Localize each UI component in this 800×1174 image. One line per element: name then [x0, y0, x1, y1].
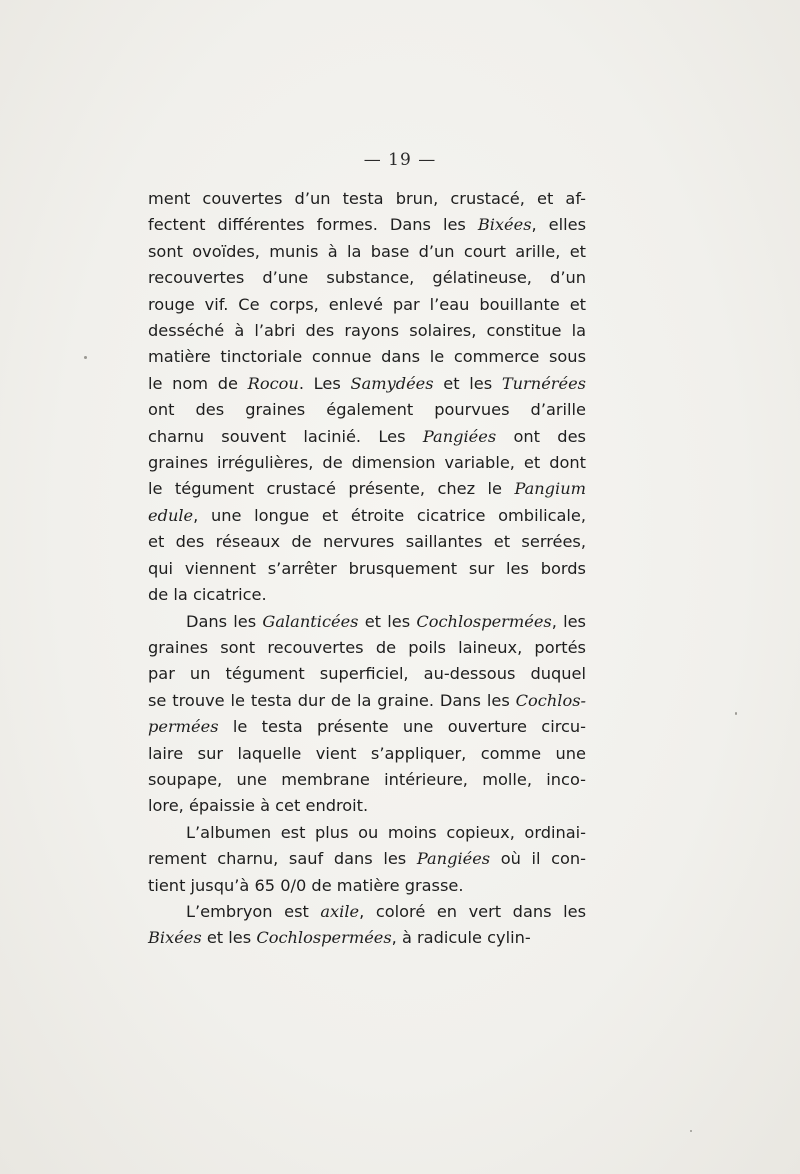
text-line: [148, 741, 586, 767]
italic-term: axile: [320, 901, 360, 921]
text-run: lore, épaissie à cet endroit.: [148, 796, 369, 816]
text-line: [148, 925, 586, 951]
text-run: matière tinctoriale connue dans le commerce sous: [148, 347, 586, 367]
text-run: se trouve le testa dur de la graine. Dans les: [148, 690, 516, 710]
text-run: qui viennent s’arrêter brusquement sur les bords: [148, 558, 586, 578]
text-line: [148, 635, 586, 661]
text-line: [148, 265, 586, 291]
text-run: . Les: [298, 373, 351, 393]
text-run: rement charnu, sauf dans les: [148, 849, 417, 869]
text-run: ont des: [496, 426, 586, 446]
text-run: ont des graines également pourvues d’arille: [148, 400, 586, 420]
text-run: graines irrégulières, de dimension variable, et dont: [148, 453, 586, 473]
paragraph: [148, 609, 586, 820]
text-run: charnu souvent lacinié. Les: [148, 426, 423, 446]
italic-term: Pangium: [514, 479, 586, 499]
paper-speck: [84, 356, 87, 359]
text-run: tient jusqu’à 65 0/0 de matière grasse.: [148, 875, 464, 895]
text-line: [148, 873, 586, 899]
italic-term: Turnérées: [501, 373, 586, 393]
text-run: fectent différentes formes. Dans les: [148, 215, 478, 235]
text-run: L’albumen est plus ou moins copieux, ordinai-: [186, 822, 586, 842]
paper-speck: [735, 712, 737, 715]
text-line: [148, 212, 586, 238]
italic-term: Cochlos-: [515, 690, 586, 710]
text-run: de la cicatrice.: [148, 585, 267, 605]
text-line: [148, 529, 586, 555]
text-run: , les: [551, 611, 586, 631]
paragraph: [148, 820, 586, 899]
text-line: [148, 820, 586, 846]
text-run: le nom de: [148, 373, 248, 393]
text-run: et les: [201, 928, 257, 948]
paragraph: [148, 899, 586, 952]
text-run: graines sont recouvertes de poils laineux, portés: [148, 637, 586, 657]
italic-term: Galanticées: [262, 611, 359, 631]
text-line: [148, 582, 586, 608]
text-run: et les: [358, 611, 417, 631]
paragraph: [148, 186, 586, 609]
text-line: [148, 899, 586, 925]
text-line: [148, 239, 586, 265]
italic-term: permées: [148, 717, 219, 737]
text-line: [148, 609, 586, 635]
text-run: le testa présente une ouverture circu-: [218, 717, 586, 737]
body-text: [148, 186, 586, 952]
text-run: et les: [433, 373, 502, 393]
text-run: recouvertes d’une substance, gélatineuse, d’un: [148, 268, 586, 288]
text-run: ment couvertes d’un testa brun, crustacé, et af-: [148, 189, 586, 208]
page-number: — 19 —: [363, 150, 437, 170]
text-run: , coloré en vert dans les: [359, 901, 586, 921]
italic-term: edule: [148, 505, 194, 525]
text-line: [148, 424, 586, 450]
italic-term: Pangiées: [416, 849, 491, 869]
italic-term: Cochlospermées: [416, 611, 552, 631]
text-run: rouge vif. Ce corps, enlevé par l’eau bouillante et: [148, 294, 586, 314]
italic-term: Samydées: [350, 373, 434, 393]
text-line: [148, 450, 586, 476]
text-line: [148, 292, 586, 318]
text-run: et des réseaux de nervures saillantes et serrées,: [148, 532, 586, 552]
text-run: par un tégument superficiel, au-dessous duquel: [148, 664, 586, 684]
text-run: sont ovoïdes, munis à la base d’un court arille, et: [148, 241, 586, 261]
text-run: le tégument crustacé présente, chez le: [148, 479, 515, 499]
text-run: Dans les: [186, 611, 263, 631]
italic-term: Bixées: [477, 215, 532, 235]
text-line: [148, 318, 586, 344]
text-line: [148, 767, 586, 793]
text-line: [148, 661, 586, 687]
italic-term: Cochlospermées: [256, 928, 392, 948]
italic-term: Rocou: [247, 373, 299, 393]
text-line: [148, 714, 586, 740]
text-line: [148, 397, 586, 423]
text-line: [148, 344, 586, 370]
text-run: L’embryon est: [186, 901, 321, 921]
text-line: [148, 688, 586, 714]
text-line: [148, 503, 586, 529]
text-run: où il con-: [490, 849, 587, 869]
text-line: [148, 476, 586, 502]
italic-term: Pangiées: [422, 426, 497, 446]
text-line: [148, 371, 586, 397]
text-line: [148, 556, 586, 582]
text-run: , une longue et étroite cicatrice ombilicale,: [193, 505, 586, 525]
text-run: , elles: [531, 215, 587, 235]
text-run: desséché à l’abri des rayons solaires, constitue la: [148, 321, 586, 341]
text-line: [148, 793, 586, 819]
text-run: laire sur laquelle vient s’appliquer, comme une: [148, 743, 586, 763]
text-line: [148, 186, 586, 212]
text-run: soupape, une membrane intérieure, molle, inco-: [148, 769, 586, 789]
text-line: [148, 846, 586, 872]
text-run: , à radicule cylin-: [391, 928, 531, 948]
paper-speck: [690, 1130, 692, 1132]
italic-term: Bixées: [148, 928, 202, 948]
